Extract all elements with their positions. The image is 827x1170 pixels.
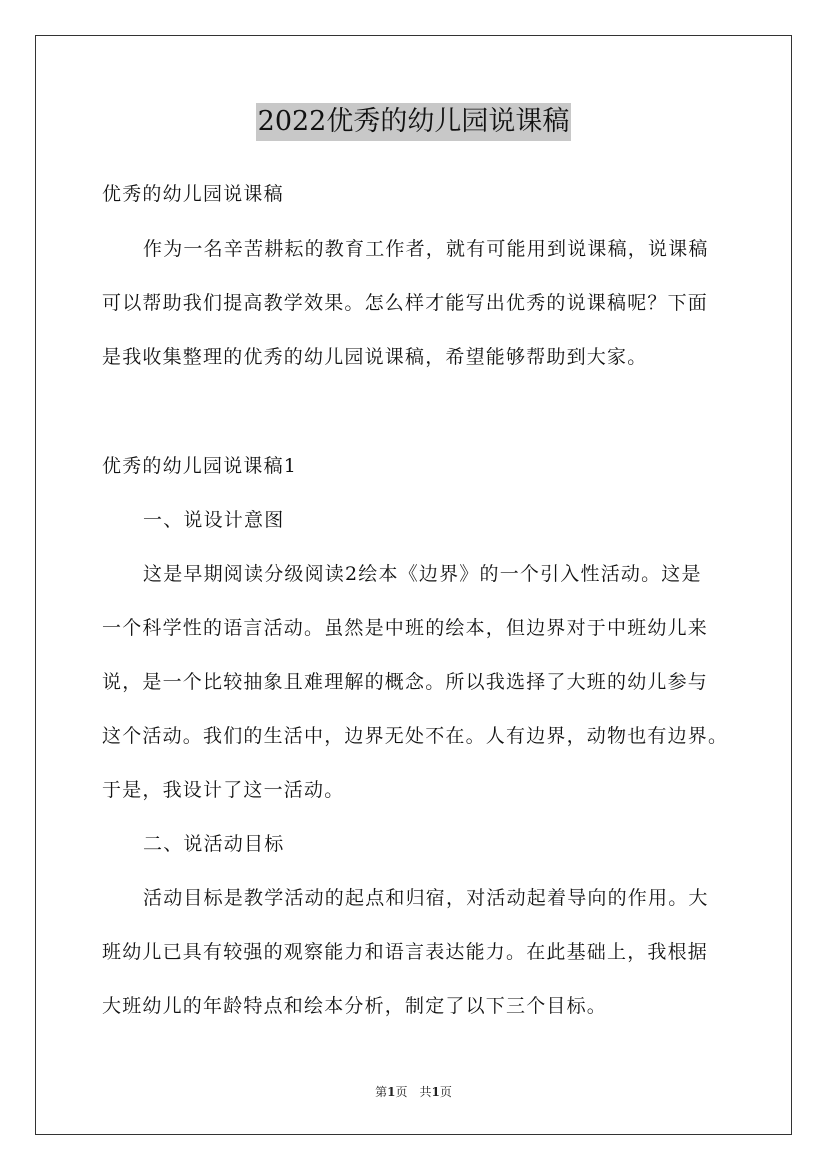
paragraph-line: 大班幼儿的年龄特点和绘本分析，制定了以下三个目标。 — [102, 995, 608, 1017]
document-title: 2022优秀的幼儿园说课稿 — [256, 103, 572, 141]
subsection-heading: 一、说设计意图 — [143, 509, 285, 531]
paragraph-line: 作为一名辛苦耕耘的教育工作者，就有可能用到说课稿，说课稿 — [143, 238, 709, 260]
paragraph-line: 班幼儿已具有较强的观察能力和语言表达能力。在此基础上，我根据 — [102, 941, 709, 963]
paragraph-line: 这是早期阅读分级阅读2绘本《边界》的一个引入性活动。这是 — [143, 563, 702, 585]
subsection-heading: 二、说活动目标 — [143, 833, 285, 855]
page-label-suffix: 页 — [439, 1085, 452, 1099]
paragraph-line: 说，是一个比较抽象且难理解的概念。所以我选择了大班的幼儿参与 — [102, 671, 709, 693]
paragraph-line: 是我收集整理的优秀的幼儿园说课稿，希望能够帮助到大家。 — [102, 346, 648, 368]
subtitle-line: 优秀的幼儿园说课稿 — [102, 183, 284, 205]
paragraph-line: 这个活动。我们的生活中，边界无处不在。人有边界，动物也有边界。 — [102, 725, 729, 747]
page-label-mid: 页 共 — [395, 1085, 432, 1099]
paragraph-line: 活动目标是教学活动的起点和归宿，对活动起着导向的作用。大 — [143, 887, 709, 909]
paragraph-line: 于是，我设计了这一活动。 — [102, 779, 345, 801]
paragraph-line: 一个科学性的语言活动。虽然是中班的绘本，但边界对于中班幼儿来 — [102, 617, 709, 639]
section-heading: 优秀的幼儿园说课稿1 — [102, 455, 298, 477]
page-total: 1 — [431, 1085, 440, 1099]
paragraph-line: 可以帮助我们提高教学效果。怎么样才能写出优秀的说课稿呢？下面 — [102, 292, 709, 314]
page-footer — [0, 1084, 827, 1100]
page-current: 1 — [387, 1085, 396, 1099]
title-container — [0, 103, 827, 141]
page-label-prefix: 第 — [375, 1085, 388, 1099]
